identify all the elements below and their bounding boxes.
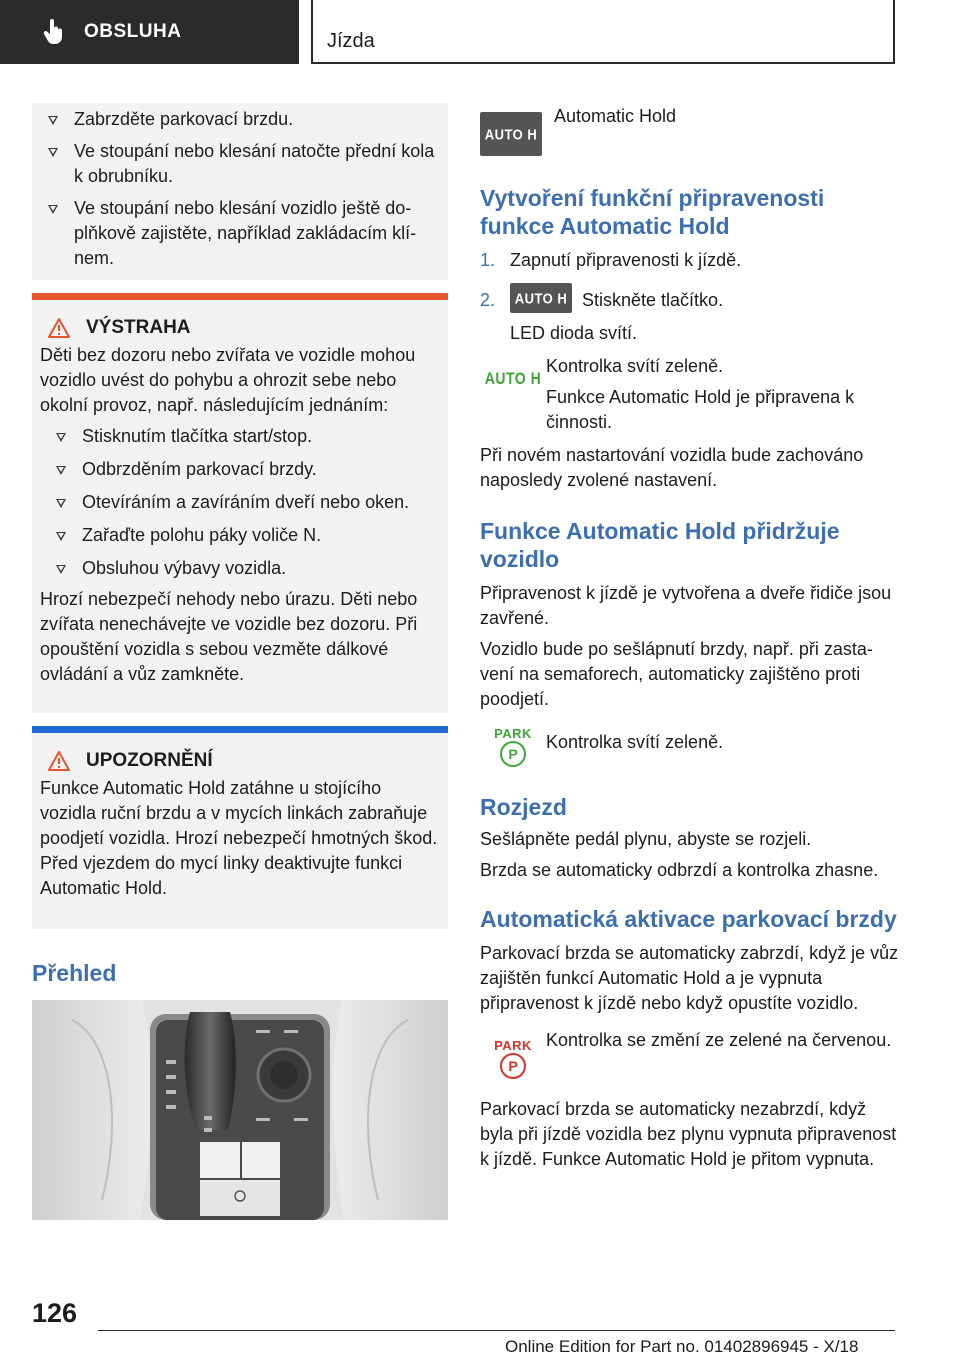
notice-bar	[32, 726, 448, 733]
park-green-indicator-icon: PARK P	[480, 726, 546, 767]
hand-pointer-icon	[42, 19, 66, 45]
warning-outro: Hrozí nebezpečí nehody nebo úrazu. Děti nebo zvířata nenechávejte ve vozidle bez dozoru. Při opouštění vozidla s sebou vezměte dálkové ovládání a vůz zamkněte.	[40, 589, 418, 684]
page-number: 126	[32, 1298, 78, 1328]
triangle-bullet-icon	[56, 466, 66, 475]
indicator-green-text: Kontrolka svítí zeleně.	[546, 356, 724, 376]
heading-drive-off: Rozjezd	[480, 794, 567, 820]
drive-paragraph-1: Sešlápněte pedál plynu, abyste se rozjeli.	[480, 829, 812, 849]
triangle-bullet-icon	[48, 148, 58, 157]
footer-edition: Online Edition for Part no. 01402896945 - X/18	[505, 1337, 859, 1356]
footer-divider	[98, 1330, 895, 1331]
notice-title: UPOZORNĚNÍ	[86, 750, 213, 771]
led-text: LED dioda svítí.	[510, 323, 638, 343]
list-item: 2. AUTO H Stiskněte tlačítko.	[480, 283, 900, 313]
indicator-park-red-row	[480, 1028, 900, 1079]
list-item: Otevíráním a zavíráním dveří nebo oken.	[40, 490, 440, 515]
list-item: Ve stoupání nebo klesání natočte přední kola k obrubníku.	[32, 139, 448, 189]
autoh-caption: Automatic Hold	[554, 106, 677, 126]
steps-list	[480, 248, 900, 313]
intro-bullet-list	[32, 107, 448, 271]
warning-title: VÝSTRAHA	[86, 317, 191, 338]
notice-text: Funkce Automatic Hold zatáhne u stojícího vozidla ruční brzdu a v mycích linkách zabraňuje poodjetí vozidla. Hrozí nebezpečí hmotných škod. Před vjezdem do mycí linky deaktivujte funkci Automatic Hold.	[40, 778, 438, 898]
heading-holds-vehicle: Funkce Automatic Hold přidržuje vozidlo	[480, 518, 840, 572]
right-column	[480, 103, 900, 1172]
heading-create-readiness: Vytvoření funkční připravenosti funkce Automatic Hold	[480, 185, 825, 239]
warning-bullet-list	[40, 424, 440, 581]
warning-triangle-icon	[48, 751, 70, 771]
autoh-button-icon: AUTO H	[480, 112, 542, 156]
warning-intro: Děti bez dozoru nebo zvířata ve vozidle mohou vozidlo uvést do pohybu a ohrozit sebe nebo okolní provoz, např. následujícím jednáním:	[40, 345, 416, 415]
drive-paragraph-2: Brzda se automaticky odbrzdí a kontrolka zhasne.	[480, 860, 879, 880]
triangle-bullet-icon	[56, 565, 66, 574]
notice-box	[32, 726, 448, 929]
heading-auto-parking-brake: Automatická aktivace parkovací brzdy	[480, 906, 897, 932]
restart-text: Při novém nastartování vozidla bude zachováno naposledy zvolené nastavení.	[480, 445, 864, 490]
triangle-bullet-icon	[56, 433, 66, 442]
section-title: Jízda	[311, 0, 895, 64]
autoh-button-icon: AUTO H	[510, 283, 572, 313]
indicator-ready-text: Funkce Automatic Hold je připravena k činnosti.	[546, 387, 855, 432]
notice-heading	[40, 750, 440, 772]
left-column	[32, 103, 448, 987]
triangle-bullet-icon	[48, 116, 58, 125]
list-item: Obsluhou výbavy vozidla.	[40, 556, 440, 581]
list-item: Odbrzděním parkovací brzdy.	[40, 457, 440, 482]
triangle-bullet-icon	[48, 205, 58, 214]
autoh-button-row	[480, 103, 900, 156]
chapter-title: OBSLUHA	[84, 21, 182, 42]
list-item: Zabrzděte parkovací brzdu.	[32, 107, 448, 132]
park-red-indicator-icon: PARK P	[480, 1028, 546, 1079]
list-item: Zařaďte polohu páky voliče N.	[40, 523, 440, 548]
center-console-image	[32, 1000, 448, 1220]
list-item: Ve stoupání nebo klesání vozidlo ještě doplňkově zajistěte, například zakládacím klínem.	[32, 196, 448, 271]
warning-triangle-icon	[48, 318, 70, 338]
autoh-indicator-icon: AUTO H	[484, 368, 542, 388]
triangle-bullet-icon	[56, 499, 66, 508]
chapter-tab	[0, 0, 299, 64]
auto-park-paragraph-1: Parkovací brzda se automaticky zabrzdí, když je vůz zajištěn funkcí Automatic Hold a je vypnuta připravenost k jízdě nebo když opustíte vozidlo.	[480, 943, 899, 1013]
warning-heading	[40, 317, 440, 339]
auto-park-paragraph-2: Parkovací brzda se automaticky nezabrzdí, když byla při jízdě vozidla bez plynu vypnuta připravenost k jízdě. Funkce Automatic Hold je přitom vypnuta.	[480, 1099, 897, 1169]
overview-heading: Přehled	[32, 960, 117, 986]
triangle-bullet-icon	[56, 532, 66, 541]
gear-selector-illustration	[32, 1000, 448, 1220]
warning-box	[32, 293, 448, 713]
list-item: 1. Zapnutí připravenosti k jízdě.	[480, 250, 742, 270]
indicator-change-text: Kontrolka se změní ze zelené na červenou.	[546, 1030, 892, 1050]
indicator-green-text-2: Kontrolka svítí zeleně.	[546, 732, 724, 752]
holds-paragraph-2: Vozidlo bude po sešlápnutí brzdy, např. při zastavení na semaforech, automaticky zajištěno proti poodjetí.	[480, 639, 873, 709]
indicator-autoh-row	[480, 354, 900, 435]
warning-bar	[32, 293, 448, 300]
holds-paragraph-1: Připravenost k jízdě je vytvořena a dveře řidiče jsou zavřené.	[480, 583, 892, 628]
indicator-park-green-row	[480, 726, 900, 767]
intro-steps-box	[32, 103, 448, 280]
list-item: Stisknutím tlačítka start/stop.	[40, 424, 440, 449]
